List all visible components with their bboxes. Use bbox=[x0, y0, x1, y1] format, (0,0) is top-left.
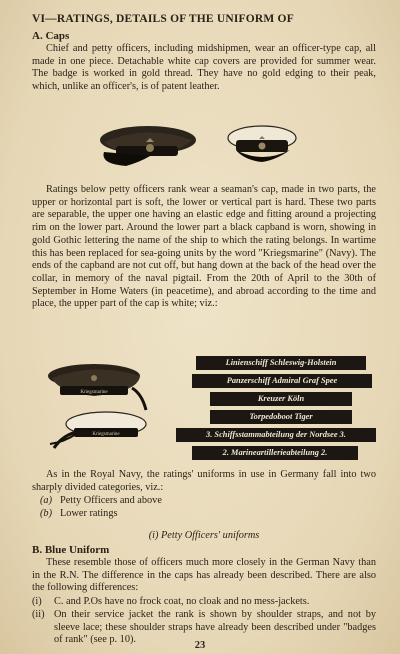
capband-item: 2. Marineartillerieabteilung 2. bbox=[192, 446, 358, 460]
list-marker: (ii) bbox=[32, 609, 45, 620]
section-b-heading: B. Blue Uniform bbox=[32, 544, 110, 556]
list-text: On their service jacket the rank is shown by shoulder straps, and not by sleeve lace; these shoulder straps have already been described under "badges of rank" (see p. 10). bbox=[54, 609, 376, 646]
subheading-petty-officers: (i) Petty Officers' uniforms bbox=[148, 530, 260, 541]
capband-item: Linienschiff Schleswig-Holstein bbox=[196, 356, 366, 370]
seaman-cap-white-icon bbox=[50, 412, 146, 448]
capband-list bbox=[170, 356, 376, 464]
page-number: 23 bbox=[194, 640, 206, 651]
list-item bbox=[40, 495, 384, 508]
list-text: Petty Officers and above bbox=[60, 495, 162, 506]
officer-caps-illustration bbox=[0, 118, 400, 180]
capband-item: Kreuzer Köln bbox=[210, 392, 352, 406]
list-text: C. and P.Os have no frock coat, no cloak and no mess-jackets. bbox=[54, 596, 310, 607]
seaman-caps-illustration bbox=[40, 358, 170, 458]
list-marker: (i) bbox=[32, 596, 42, 607]
capband-item: Panzerschiff Admiral Graf Spee bbox=[192, 374, 372, 388]
list-item bbox=[40, 508, 384, 521]
seaman-cap-dark-icon bbox=[48, 364, 146, 410]
capband-item: Torpedoboot Tiger bbox=[210, 410, 352, 424]
cap-band-text-2: Kriegsmarine bbox=[92, 432, 120, 437]
section-a-para-3: As in the Royal Navy, the ratings' uniforms in use in Germany fall into two sharply divided categories, viz.: bbox=[32, 469, 376, 493]
section-a-para-2: Ratings below petty officers rank wear a seaman's cap, made in two parts, the upper or horizontal part is soft, the lower or vertical part is hard. These two parts are separable, the upper one having an elastic edge and fitting around a projecting rim on the lower part. Around the lower part a black capband is worn, showing in gold Gothic lettering the name of the ship to which the rating belongs. In wartime this has been replaced for sea-going units by the word "Kriegsmarine" (Navy). The ends of the capband are not cut off, but hang down at the back of the head over the collar, in memory of the naval pigtail. From the 20th of April to the 30th of September in Home Waters (in peacetime), and abroad according to the time and place, the upper part of the cap is white; viz.: bbox=[32, 184, 376, 310]
officer-cap-icon bbox=[100, 126, 196, 166]
list-text: Lower ratings bbox=[60, 508, 118, 519]
cap-band-text-1: Kriegsmarine bbox=[80, 390, 108, 395]
capband-item: 3. Schiffsstammabteilung der Nordsee 3. bbox=[176, 428, 376, 442]
page-title: VI—RATINGS, DETAILS OF THE UNIFORM OF bbox=[32, 13, 294, 25]
list-marker: (a) bbox=[40, 495, 53, 506]
list-item bbox=[32, 596, 376, 609]
section-b-para-1: These resemble those of officers much more closely in the German Navy than in the R.N. The difference in the caps has already been described. There are also the following differences: bbox=[32, 557, 376, 594]
list-marker: (b) bbox=[40, 508, 53, 519]
officer-cap-white-icon bbox=[228, 126, 296, 162]
section-a-para-1: Chief and petty officers, including midshipmen, wear an officer-type cap, all made in one piece. Detachable white cap covers are provided for summer wear. The badge is worked in gold thread. They have no gold edging to their peak, which, unlike an officer's, is of patent leather. bbox=[32, 43, 376, 93]
section-a-heading: A. Caps bbox=[32, 30, 70, 42]
